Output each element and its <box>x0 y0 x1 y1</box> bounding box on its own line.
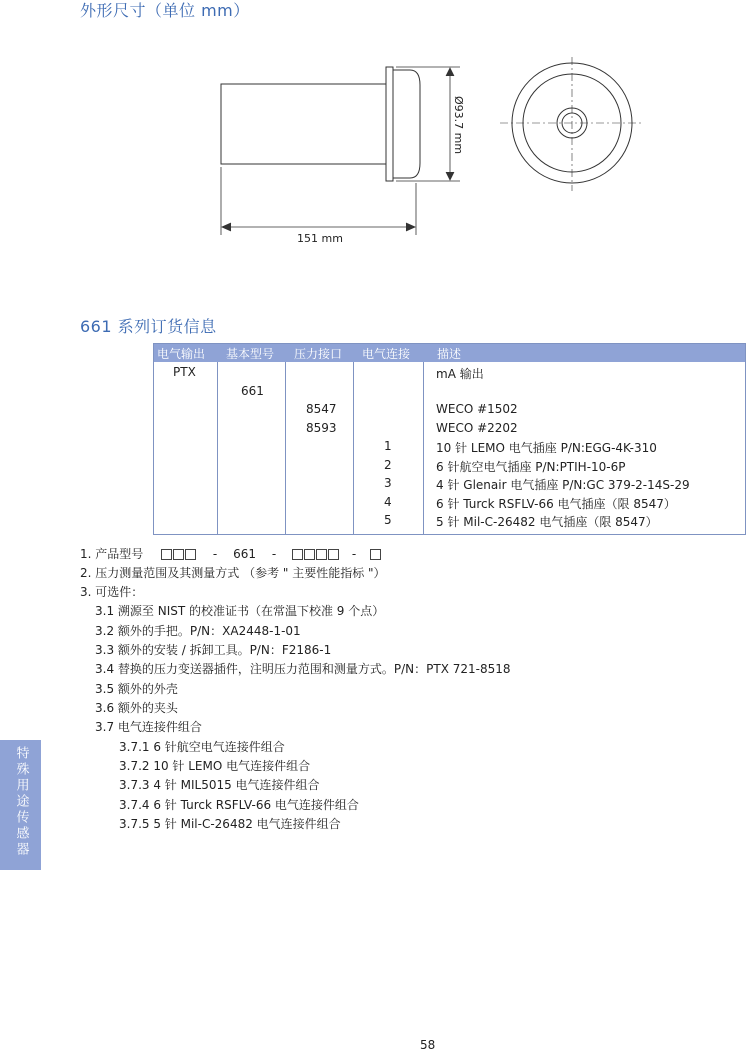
note-item: 2. 压力测量范围及其测量方式 （参考 " 主要性能指标 "） <box>80 566 386 580</box>
note-item: 3.7.1 6 针航空电气连接件组合 <box>119 740 285 754</box>
table-cell: 4 针 Glenair 电气插座 P/N:GC 379-2-14S-29 <box>436 478 690 492</box>
dimension-drawing <box>210 55 650 255</box>
model-boxes-output <box>161 548 197 562</box>
note-item: 3.4 替换的压力变送器插件，注明压力范围和测量方式。P/N：PTX 721-8518 <box>95 662 511 676</box>
col-divider <box>423 362 424 534</box>
col-divider <box>285 362 286 534</box>
body-side-view <box>221 84 386 164</box>
flange-cap <box>393 70 420 178</box>
model-boxes-port <box>292 548 340 562</box>
model-boxes-connection <box>370 548 382 562</box>
table-cell: WECO #1502 <box>436 402 518 416</box>
note-item: 3.2 额外的手把。P/N：XA2448-1-01 <box>95 624 301 638</box>
note-item: 3.5 额外的外壳 <box>95 682 178 696</box>
note-item: 3.7 电气连接件组合 <box>95 720 202 734</box>
model-separator: - <box>271 547 277 561</box>
header-description: 描述 <box>437 347 462 361</box>
note-item: 3.7.5 5 针 Mil-C-26482 电气连接件组合 <box>119 817 341 831</box>
table-cell: 5 <box>384 513 392 527</box>
model-label: 1. 产品型号 <box>80 547 144 561</box>
table-cell: 6 针 Turck RSFLV-66 电气插座（限 8547） <box>436 497 676 511</box>
table-cell: 8547 <box>306 402 337 416</box>
note-item: 3.7.4 6 针 Turck RSFLV-66 电气连接件组合 <box>119 798 359 812</box>
header-base-model: 基本型号 <box>226 347 275 361</box>
table-cell: 1 <box>384 439 392 453</box>
note-item: 3.7.2 10 针 LEMO 电气连接件组合 <box>119 759 311 773</box>
table-cell: 4 <box>384 495 392 509</box>
col-divider <box>353 362 354 534</box>
table-cell: PTX <box>173 365 196 379</box>
section-side-tab <box>0 740 41 870</box>
table-cell: mA 输出 <box>436 367 484 381</box>
table-header <box>154 344 745 362</box>
header-electrical-connection: 电气连接 <box>362 347 411 361</box>
dimensions-heading: 外形尺寸（单位 mm） <box>80 1 250 20</box>
table-cell: WECO #2202 <box>436 421 518 435</box>
table-cell: 3 <box>384 476 392 490</box>
ordering-heading: 661 系列订货信息 <box>80 317 217 336</box>
flange <box>386 67 393 181</box>
length-label: 151 mm <box>297 232 343 245</box>
table-cell: 10 针 LEMO 电气插座 P/N:EGG-4K-310 <box>436 441 657 455</box>
note-item: 3.6 额外的夹头 <box>95 701 178 715</box>
page-number: 58 <box>420 1038 436 1052</box>
model-separator: - <box>212 547 218 561</box>
model-code-line <box>80 545 382 562</box>
order-table <box>153 343 746 535</box>
table-cell: 6 针航空电气插座 P/N:PTIH-10-6P <box>436 460 626 474</box>
model-base: 661 <box>233 547 256 561</box>
diameter-label: Ø93.7 mm <box>452 95 465 155</box>
table-cell: 2 <box>384 458 392 472</box>
side-tab-label: 特殊用途传感器 <box>13 746 29 858</box>
table-cell: 8593 <box>306 421 337 435</box>
note-item: 3.3 额外的安装 / 拆卸工具。P/N：F2186-1 <box>95 643 332 657</box>
table-cell: 661 <box>241 384 264 398</box>
col-divider <box>217 362 218 534</box>
note-item: 3.7.3 4 针 MIL5015 电气连接件组合 <box>119 778 320 792</box>
model-separator: - <box>351 547 357 561</box>
note-item: 3.1 溯源至 NIST 的校准证书（在常温下校准 9 个点） <box>95 604 385 618</box>
header-electrical-output: 电气输出 <box>157 347 206 361</box>
note-item: 3. 可选件： <box>80 585 144 599</box>
header-pressure-port: 压力接口 <box>294 347 343 361</box>
table-cell: 5 针 Mil-C-26482 电气插座（限 8547） <box>436 515 658 529</box>
